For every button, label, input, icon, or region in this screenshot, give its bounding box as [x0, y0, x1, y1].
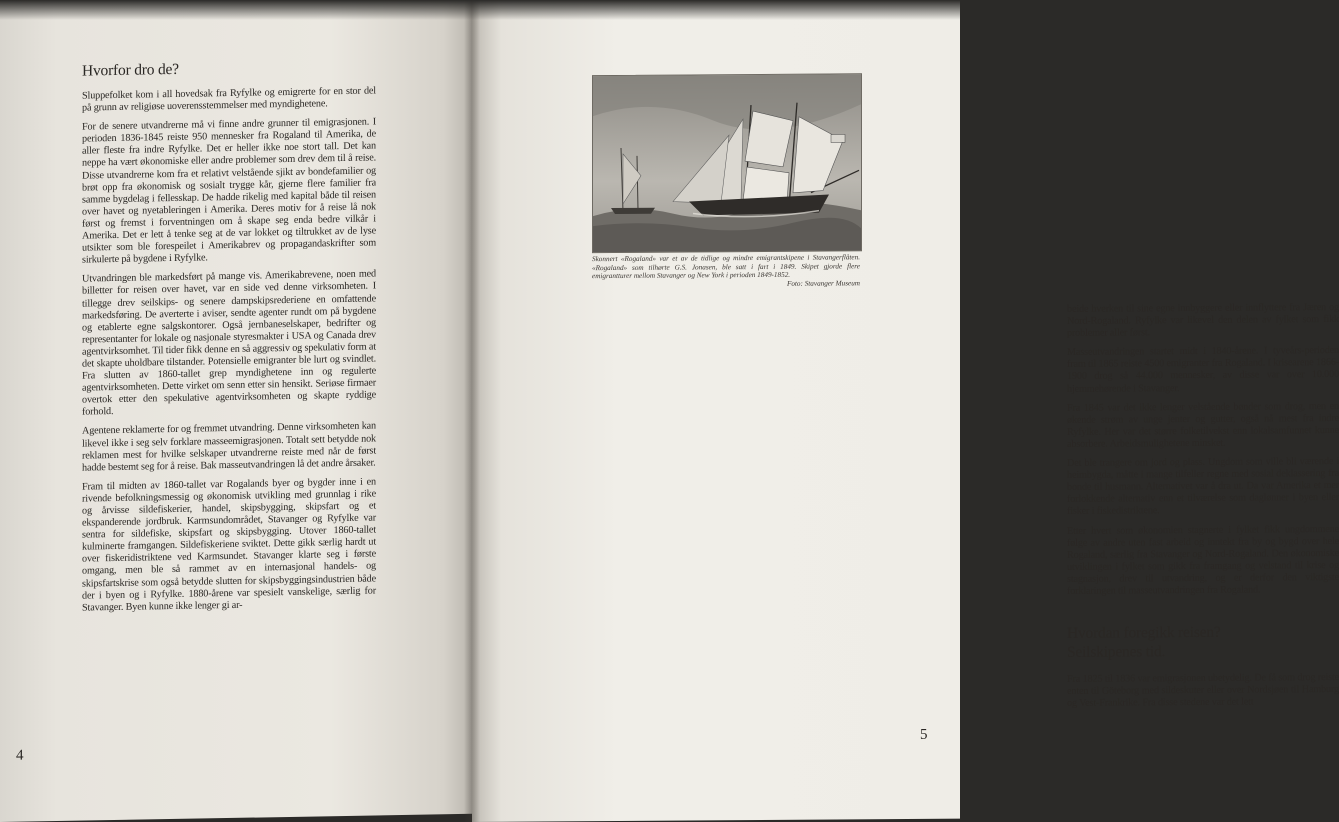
left-text-column — [82, 57, 376, 621]
left-page-number: 4 — [16, 747, 24, 764]
right-page-number: 5 — [920, 726, 928, 743]
photo-caption — [592, 253, 860, 289]
left-heading: Hvorfor dro de? — [82, 60, 179, 80]
caption-text: Skonnert «Rogaland» var et av de tidlige og mindre emigrantskipene i Stavangerflåten. «Rogaland» som tilhørte G.S. Jonasen, ble satt i fart i 1849. Skipet gjorde flere emigrantturer mellom Stavanger og New York i perioden 1849-1852. — [592, 253, 860, 281]
right-paragraph: beide hverken til sine egne innbyggere eller innflyttere fra Jæren og Nord-Rogaland. Ryfylke var likevel den delen av fylket som fikk problemer aller først. — [1067, 301, 1339, 340]
right-paragraph: Fra 1845 var det ikke lenger velstående bønder som drog, men en økende strøm av unge jenter og gutter, også nå mest fra indre Ryfylke. Her var det større folketilvekst enn lokalsamfunnet kunne absorbere. Arbeidsmulighetene minsket. — [1067, 400, 1339, 450]
right-heading-line1: Hvordan foregikk reisen? — [1067, 623, 1221, 642]
right-text-column — [1067, 302, 1339, 717]
left-paragraph: Utvandringen ble markedsført på mange vis. Amerikabrevene, noen med billetter for reisen over havet, var en side ved denne virksomheten. I tillegge drev seilskips- og senere dampskipsrederiene en omfattende markedsføring. De averterte i aviser, sendte agenter rundt om på bygdene og etablerte egne salgskontorer. Også jernbaneselskaper, bedrifter og representanter for lokale og nasjonale styresmakter i USA og Canada drev agentvirksomhet. Til tider fikk denne en så aggressiv og spekulativ form at det skapte uholdbare tilstander. Potensielle emigranter ble lurt og svindlet. Fra slutten av 1860-tallet grep myndighetene inn og regulerte agentvirksomheten. Dette virket om senn etter sin hensikt. Seriøse firmaer overtok etter den spekulative agentvirksomheten og skapte ryddige forhold. — [82, 268, 376, 418]
left-paragraph: Agentene reklamerte for og fremmet utvandring. Denne virksomheten kan likevel ikke i seg selv forklare masseemigrasjonen. Totalt sett betydde nok reklamen mest for hvilke selskaper utvandrerne reiste med når de først hadde bestemt seg for å reise. Bak masseutvandringen lå det andre årsaker. — [82, 420, 376, 474]
left-page — [0, 0, 472, 822]
left-paragraph: Sluppefolket kom i all hovedsak fra Ryfylke og emigrerte for en stor del på grunn av religiøse uoverensstemmelser med myndighetene. — [82, 85, 376, 114]
right-paragraph: Masseutvandringen startet midt i 1840-årene. I tyveårs-perioden fram til 1865 reiste 4500 emigranter fra Rogaland. I krisearene 1866-1900 drog så 44.000 mennesker, av disse var over 10.000 hjemmehørende i Stavanger. — [1067, 345, 1339, 395]
right-last-paragraph: Fra 1825 til 1836 var emigrasjonen ubetydelig. De få som drog reiste enten til Göteborg med sildeskuter eller over Nordsjøen til Hamburg og Vest-Frankrike. Fra disse stedene var det lett — [1067, 672, 1339, 710]
right-paragraph: Etter hvert som økonomien stagnerte i fylket fikk ungdommene følge av andre uten fast arbeid og inntekt fra by og bygd over hele Rogaland, særlig fra Stavanger og Nord-Rogaland. Den økonomiske utviklingen i fylket som gikk fra framgang og velstand til krise og stagnasjon, drev til utvandring, og er derfor den viktigste forklaringen til masseutvandringen fra Rogaland. — [1067, 523, 1339, 597]
ship-illustration — [593, 74, 861, 252]
right-page — [472, 0, 1339, 822]
book-spine-shadow — [464, 0, 480, 822]
top-shadow — [0, 0, 960, 20]
right-paragraph: Det ble trangere om jord og plass. Ungdom som ville bli værende i heimbygda, måtte i mange tilfeller regne med sosial deklassering fra bonde til husmann. Alternativet var å dra ut. Da var Amerika et mer forlokkende alternativ enn et tilværelse som daglønner i byen eller fisker i fiskedistriktene. — [1067, 455, 1339, 518]
photo-credit: Foto: Stavanger Museum — [786, 279, 860, 288]
right-heading — [1067, 622, 1339, 662]
left-paragraph: For de senere utvandrerne må vi finne andre grunner til emigrasjonen. I perioden 1836-1845 reiste 950 mennesker fra Rogaland til Amerika, de aller fleste fra indre Ryfylke. Det er heller ikke noe stort tall. Det kan neppe ha vært økonomiske eller andre problemer som drev dem til å reise. Disse utvandrerne kom fra et relativt velstående sjikt av bondefamilier og brøt opp fra økonomisk og sosialt trygge kår, gjerne flere familier fra samme bygdelag i fellesskap. De hadde rikelig med kapital både til reisen over havet og nyetableringen i Amerika. Deres motiv for å reise lå nok først og fremst i forventningen om å skape seg enda bedre vilkår i Amerika. Det er lett å tenke seg at de var lokket og tiltrukket av de lyse utsikter som ble forespeilet i Amerikabrev og propagandaskrifter som sirkulerte på bygdene i Ryfylke. — [82, 116, 376, 266]
left-paragraph: Fram til midten av 1860-tallet var Rogalands byer og bygder inne i en rivende befolkningsmessig og økonomisk utvikling med grunnlag i rike og årvisse sildefiskerier, handel, skipsbygging, skipsfart og et ekspanderende jordbruk. Karmsundområdet, Stavanger og Ryfylke var sentra for sildefiske, skipsfart og skipsbygging. Utover 1860-tallet kulminerte framgangen. Sildefiskeriene sviktet. Dette gikk særlig hardt ut over fiskeridistriktene ved Karmsundet. Stavanger klarte seg i første omgang, men ble så rammet av en internasjonal handels- og skipsfartskrise som også betydde slutten for skipsbyggingsindustrien både der i byen og i Ryfylke. 1880-årene var spesielt vanskelige, særlig for Stavanger. Byen kunne ikke lenger gi ar- — [82, 476, 376, 614]
schooner-photo — [592, 73, 862, 253]
right-heading-line2: Seilskipenes tid. — [1067, 643, 1166, 661]
